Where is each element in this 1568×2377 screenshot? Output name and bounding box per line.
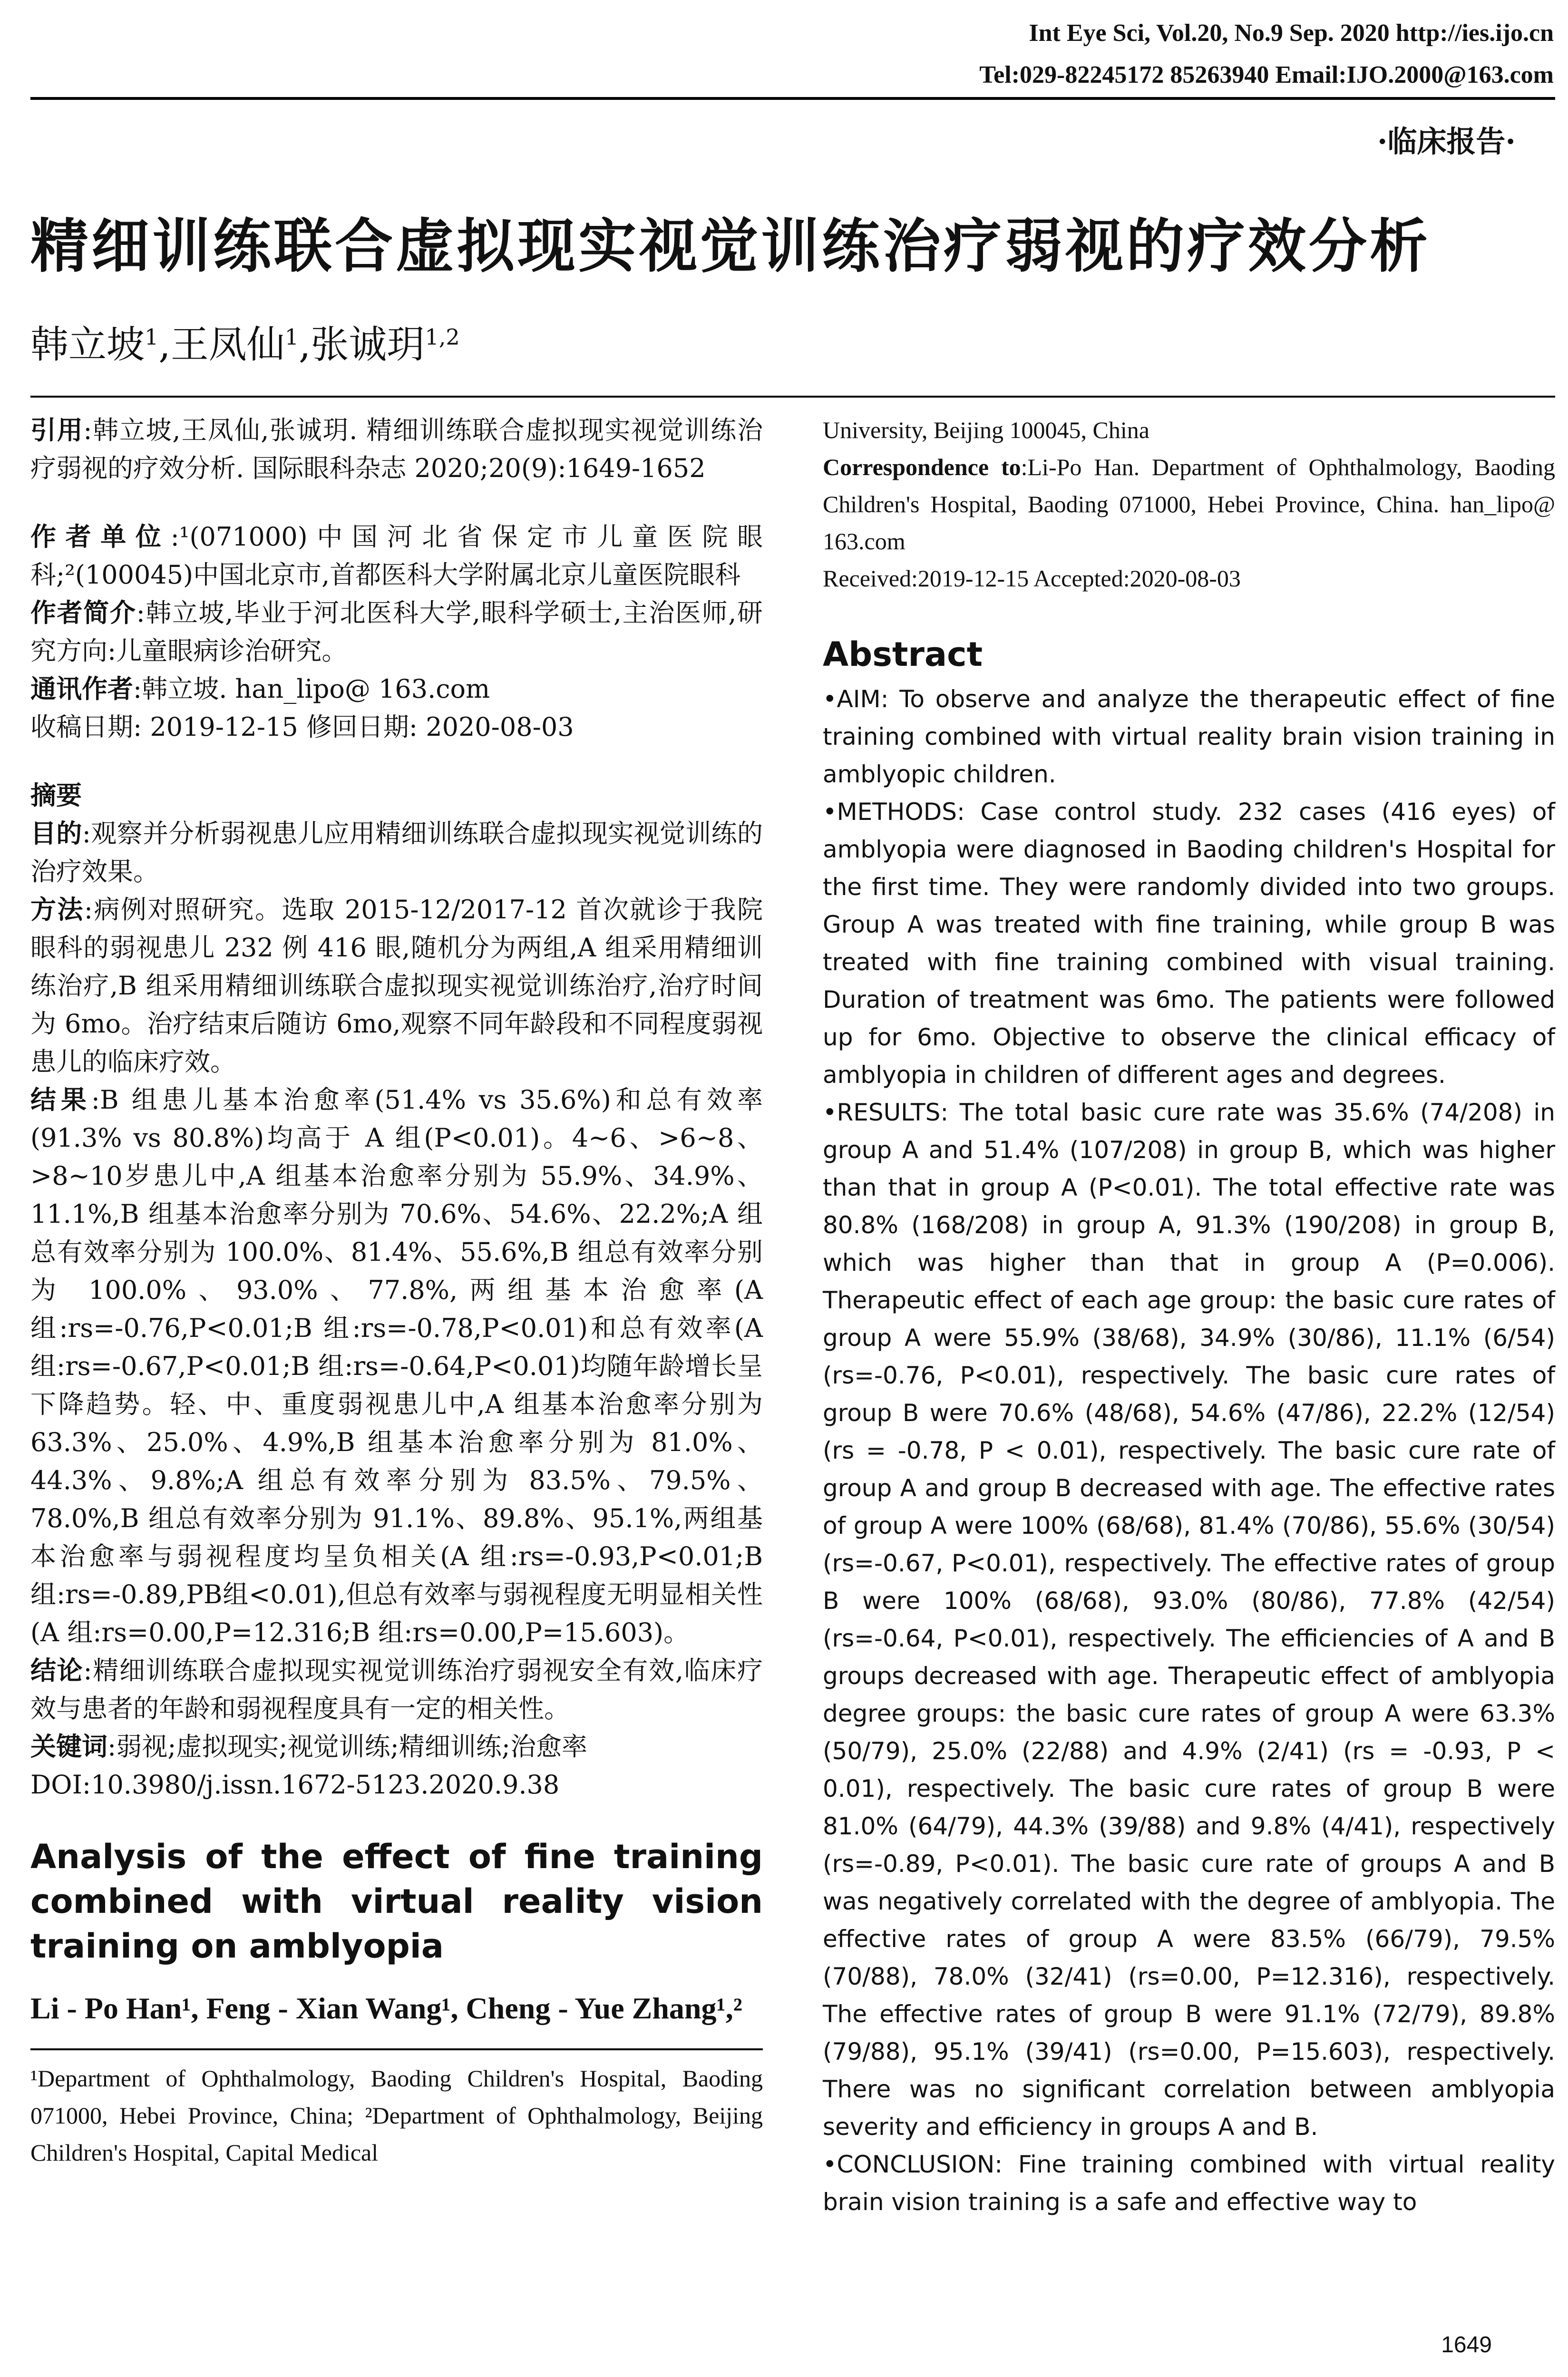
affiliation-continued: University, Beijing 100045, China [823,417,1149,443]
corr-label: 通讯作者 [30,674,133,704]
aim-text: :观察并分析弱视患儿应用精细训练联合虚拟现实视觉训练的治疗效果。 [30,818,763,887]
results-en: •RESULTS: The total basic cure rate was 35.6% (74/208) in group A and 51.4% (107/208) in group B, which was higher than that in group A (P<0.01). The total effective rate was 80.8% (168/208) in group A, 91.3% (190/208) in group B, which was higher than that in group A (P=0.006). Therapeutic effect of each age group: the basic cure rates of group A were 55.9% (38/68), 34.9% (30/86), 11.1% (6/54) (rs=-0.76, P<0.01), respectively. The basic cure rates of group B were 70.6% (48/68), 54.6% (47/86), 22.2% (12/54) (rs = -0.78, P < 0.01), respectively. The basic cure rate of group A and group B decreased with age. The effective rates of group A were 100% (68/68), 81.4% (70/86), 55.6% (30/54) (rs=-0.67, P<0.01), respectively. The effective rates of group B were 100% (68/68), 93.0% (80/86), 77.8% (42/54) (rs=-0.64, P<0.01), respectively. The efficiencies of A and B groups decreased with age. Therapeutic effect of amblyopia degree groups: the basic cure rates of group A were 63.3% (50/79), 25.0% (22/88) and 4.9% (2/41) (rs = -0.93, P < 0.01), respectively. The basic cure rates of group B were 81.0% (64/79), 44.3% (39/88) and 9.8% (4/41), respectively (rs=-0.89, P<0.01). The basic cure rate of groups A and B was negatively correlated with the degree of amblyopia. The effective rates of group A were 83.5% (66/79), 79.5% (70/88), 78.0% (32/41) (rs=0.00, P=12.316), respectively. The effective rates of group B were 91.1% (72/79), 89.8% (79/88), 95.1% (39/41) (rs=0.00, P=15.603), respectively. There was no significant correlation between amblyopia severity and efficiency in groups A and B. [823,1099,1555,2141]
author-list [30,314,460,369]
affiliation-label: 作者单位 [30,522,171,552]
doi-link[interactable]: DOI:10.3980/j.issn.1672-5123.2020.9.38 [30,1770,560,1800]
english-authors: Li - Po Han¹, Feng - Xian Wang¹, Cheng - Yue Zhang¹,² [30,1991,742,2025]
keywords-label: 关键词 [30,1732,107,1762]
left-column [30,411,763,2171]
conclusion-label: 结论 [30,1656,84,1685]
methods-cn [30,891,763,1081]
bio-label: 作者简介 [30,598,136,628]
dates-cn: 收稿日期: 2019-12-15 修回日期: 2020-08-03 [30,712,574,742]
keywords-text: :弱视;虚拟现实;视觉训练;精细训练;治愈率 [107,1732,587,1762]
correspondence-text: :Li-Po Han. Department of Ophthalmology, Baoding Children's Hospital, Baoding 071000, Hebei Province, China. han_lipo@ 163.com [823,454,1555,555]
footnote-affiliations: ¹Department of Ophthalmology, Baoding Children's Hospital, Baoding 071000, Hebei Province, China; ²Department of Ophthalmology, Beijing Children's Hospital, Capital Medical [30,2065,763,2166]
citation-text: :韩立坡,王凤仙,张诚玥. 精细训练联合虚拟现实视觉训练治疗弱视的疗效分析. 国际眼科杂志 2020;20(9):1649-1652 [30,415,763,483]
aim-cn [30,815,763,891]
citation-label: 引用 [30,415,84,445]
article-title: 精细训练联合虚拟现实视觉训练治疗弱视的疗效分析 [30,212,1431,280]
english-title: Analysis of the effect of fine training combined with virtual reality vision training on amblyopia [30,1837,763,1966]
affiliation [30,518,763,594]
journal-info-line: Int Eye Sci, Vol.20, No.9 Sep. 2020 http://ies.ijo.cn [1029,19,1554,47]
bio-text: :韩立坡,毕业于河北医科大学,眼科学硕士,主治医师,研究方向:儿童眼病诊治研究。 [30,598,763,666]
results-text: :B 组患儿基本治愈率(51.4% vs 35.6%)和总有效率(91.3% vs 80.8%)均高于 A 组(P<0.01)。4~6、>6~8、>8~10岁患儿中,A 组基本治愈率分别为 55.9%、34.9%、11.1%,B 组基本治愈率分别为 70.6%、54.6%、22.2%;A 组总有效率分别为 100.0%、81.4%、55.6%,B 组总有效率分别为 100.0%、93.0%、77.8%,两组基本治愈率(A 组:rs=-0.76,P<0.01;B 组:rs=-0.78,P<0.01)和总有效率(A 组:rs=-0.67,P<0.01;B 组:rs=-0.64,P<0.01)均随年龄增长呈下降趋势。轻、中、重度弱视患儿中,A 组基本治愈率分别为 63.3%、25.0%、4.9%,B 组基本治愈率分别为 81.0%、44.3%、9.8%;A 组总有效率分别为 83.5%、79.5%、78.0%,B 组总有效率分别为 91.1%、89.8%、95.1%,两组基本治愈率与弱视程度均呈负相关(A 组:rs=-0.93,P<0.01;B 组:rs=-0.89,PB组<0.01),但总有效率与弱视程度无明显相关性(A 组:rs=0.00,P=12.316;B 组:rs=0.00,P=15.603)。 [30,1085,763,1647]
page-number: 1649 [1441,2332,1492,2358]
conclusion-cn [30,1652,763,1728]
corr-text: :韩立坡. han_lipo@ 163.com [133,674,490,704]
title-rule [30,396,1555,398]
aim-label: 目的 [30,818,82,848]
section-tag: ·临床报告· [1377,124,1516,159]
results-label: 结果 [30,1085,91,1115]
abstract-heading-cn: 摘要 [30,780,82,810]
keywords-cn [30,1728,763,1766]
affiliation-text: :¹(071000)中国河北省保定市儿童医院眼科;²(100045)中国北京市,首都医科大学附属北京儿童医院眼科 [30,522,763,590]
author-2-sup: 1 [284,324,299,350]
dates-en: Received:2019-12-15 Accepted:2020-08-03 [823,565,1241,592]
header-rule [30,97,1555,100]
correspondence-en [823,448,1555,560]
author-3: ,张诚玥 [299,322,425,367]
author-2: ,王凤仙 [158,322,285,367]
citation [30,411,763,487]
author-1-sup: 1 [145,324,159,350]
author-1: 韩立坡 [30,322,145,367]
methods-text: :病例对照研究。选取 2015-12/2017-12 首次就诊于我院眼科的弱视患儿 232 例 416 眼,随机分为两组,A 组采用精细训练治疗,B 组采用精细训练联合虚拟现实视觉训练治疗,治疗时间为 6mo。治疗结束后随访 6mo,观察不同年龄段和不同程度弱视患儿的临床疗效。 [30,895,763,1077]
author-3-sup: 1,2 [425,324,460,350]
results-cn [30,1081,763,1652]
right-column [823,411,1555,2221]
author-bio [30,594,763,670]
methods-label: 方法 [30,895,84,925]
corresponding-author [30,670,763,708]
correspondence-label: Correspondence to [823,454,1021,480]
conclusion-en: •CONCLUSION: Fine training combined with virtual reality brain vision training is a safe and effective way to [823,2151,1555,2216]
aim-en: •AIM: To observe and analyze the therapeutic effect of fine training combined with virtual reality brain vision training in amblyopic children. [823,685,1555,788]
conclusion-text: :精细训练联合虚拟现实视觉训练治疗弱视安全有效,临床疗效与患者的年龄和弱视程度具有一定的相关性。 [30,1656,763,1724]
abstract-heading-en: Abstract [823,635,983,674]
methods-en: •METHODS: Case control study. 232 cases (416 eyes) of amblyopia were diagnosed in Baoding children's Hospital for the first time. They were randomly divided into two groups. Group A was treated with fine training, while group B was treated with fine training combined with visual training. Duration of treatment was 6mo. The patients were followed up for 6mo. Objective to observe the clinical efficacy of amblyopia in children of different ages and degrees. [823,798,1555,1089]
journal-contact-line: Tel:029-82245172 85263940 Email:IJO.2000@163.com [979,61,1554,88]
